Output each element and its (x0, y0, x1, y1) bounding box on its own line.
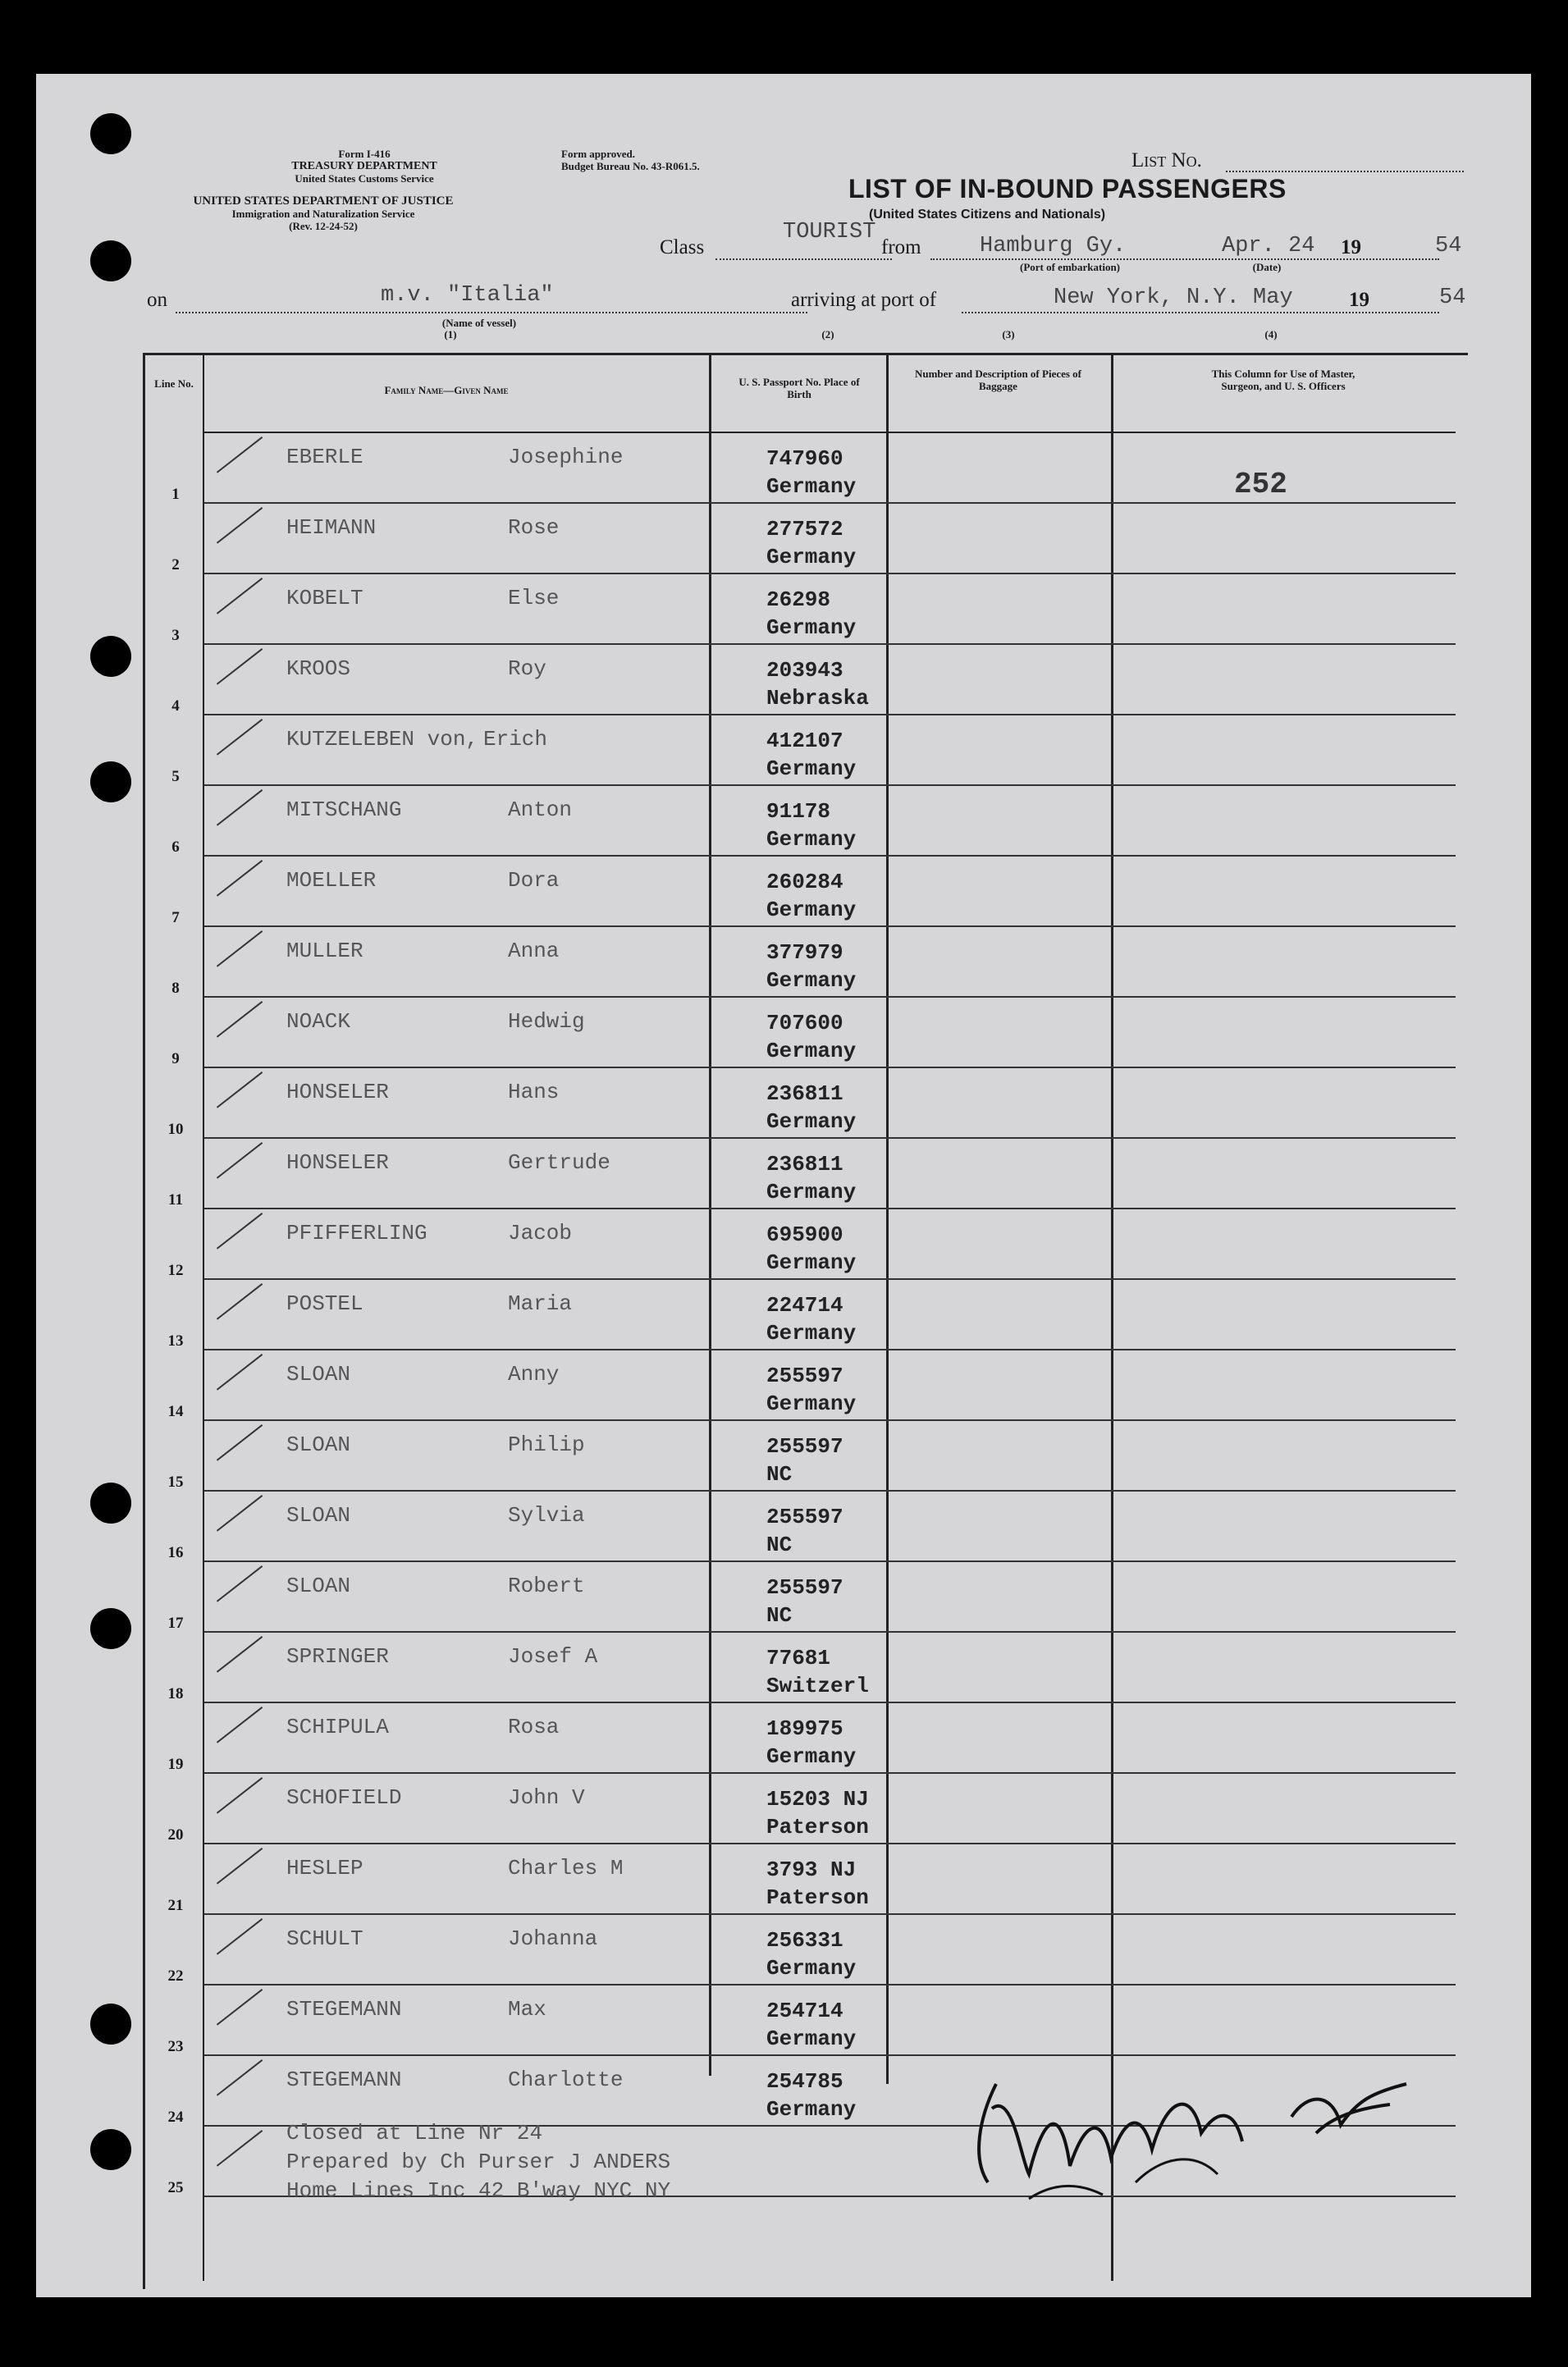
closed-at-line: Closed at Line Nr 24 (286, 2121, 543, 2145)
family-name: SCHOFIELD (286, 1785, 402, 1810)
given-name: Erich (483, 727, 548, 752)
form-number: Form I-416 (338, 148, 391, 160)
place-of-birth: Germany (766, 1250, 857, 1275)
line-number: 4 (171, 697, 180, 715)
check-mark (217, 1707, 263, 1743)
class-field (715, 258, 892, 260)
ins-service: Immigration and Naturalization Service (231, 208, 415, 220)
check-mark (217, 1565, 263, 1602)
check-mark (217, 507, 263, 544)
passport-number: 255597 (766, 1364, 843, 1388)
check-mark (217, 860, 263, 897)
check-mark (217, 719, 263, 756)
row-divider (204, 1984, 1456, 1985)
customs-service: United States Customs Service (295, 172, 434, 185)
given-name: Robert (508, 1574, 585, 1598)
place-of-birth: Germany (766, 1180, 857, 1204)
place-of-birth: NC (766, 1533, 793, 1557)
place-of-birth: Germany (766, 1321, 857, 1346)
line-number: 8 (171, 980, 180, 997)
department-of-justice: UNITED STATES DEPARTMENT OF JUSTICE (193, 194, 454, 208)
punch-hole (90, 636, 131, 677)
check-mark (217, 1283, 263, 1320)
check-mark (217, 1848, 263, 1885)
row-divider (204, 925, 1456, 927)
col-divider-line (203, 353, 204, 2281)
col-divider-baggage (1111, 353, 1113, 2281)
passport-number: 377979 (766, 940, 843, 965)
line-number: 20 (167, 1826, 184, 1844)
check-mark (217, 1636, 263, 1673)
passport-number: 3793 NJ (766, 1858, 857, 1882)
family-name: HONSELER (286, 1080, 389, 1104)
line-number: 14 (167, 1403, 184, 1420)
check-mark (217, 1424, 263, 1461)
line-number: 22 (167, 1967, 184, 1985)
place-of-birth: Germany (766, 898, 857, 922)
place-of-birth: Paterson (766, 1815, 869, 1839)
table-left-border (143, 353, 145, 2289)
punch-hole (90, 1483, 131, 1524)
row-divider (204, 1631, 1456, 1633)
page-subtitle: (United States Citizens and Nationals) (869, 208, 1106, 222)
row-divider (204, 714, 1456, 715)
given-name: Anna (508, 939, 560, 963)
given-name: Josephine (508, 445, 624, 469)
family-name: MITSCHANG (286, 797, 402, 822)
col-divider-name (709, 353, 711, 2076)
punch-hole (90, 1608, 131, 1649)
row-divider (204, 1349, 1456, 1350)
prepared-by: Prepared by Ch Purser J ANDERS (286, 2150, 671, 2174)
check-mark (217, 1001, 263, 1038)
line-number: 7 (171, 909, 180, 926)
row-divider (204, 1137, 1456, 1139)
given-name: Rosa (508, 1715, 560, 1739)
header-line-no: Line No. (154, 377, 194, 390)
class-label: Class (660, 236, 705, 258)
col-num-3: (3) (1002, 328, 1015, 340)
passport-number: 256331 (766, 1928, 843, 1953)
passport-number: 15203 NJ (766, 1787, 869, 1812)
row-divider (204, 1490, 1456, 1492)
passport-number: 695900 (766, 1222, 843, 1247)
given-name: Roy (508, 656, 546, 681)
embarkation-date: Apr. 24 (1222, 234, 1315, 258)
check-mark (217, 1495, 263, 1532)
date-caption: (Date) (1252, 261, 1282, 273)
given-name: Johanna (508, 1926, 598, 1951)
line-number: 21 (167, 1897, 184, 1914)
place-of-birth: Germany (766, 2097, 857, 2122)
family-name: SLOAN (286, 1433, 351, 1457)
company-address: Home Lines Inc 42 B'way NYC NY (286, 2178, 671, 2203)
passport-number: 189975 (766, 1716, 843, 1741)
family-name: KUTZELEBEN von, (286, 727, 479, 752)
check-mark (217, 1918, 263, 1955)
family-name: KROOS (286, 656, 351, 681)
given-name: Else (508, 586, 560, 610)
port-of-arrival: New York, N.Y. May (1054, 286, 1293, 310)
family-name: PFIFFERLING (286, 1221, 427, 1245)
given-name: Hans (508, 1080, 560, 1104)
place-of-birth: Germany (766, 2027, 857, 2051)
place-of-birth: Germany (766, 1039, 857, 1063)
given-name: Philip (508, 1433, 585, 1457)
place-of-birth: Germany (766, 615, 857, 640)
line-number: 16 (167, 1544, 184, 1561)
line-number: 13 (167, 1332, 184, 1350)
punch-hole (90, 113, 131, 154)
port-arrival-field (962, 312, 1439, 313)
given-name: Maria (508, 1291, 573, 1316)
given-name: Rose (508, 515, 560, 540)
revision-date: (Rev. 12-24-52) (289, 220, 358, 232)
arriving-label: arriving at port of (791, 289, 937, 311)
header-officers: This Column for Use of Master, Surgeon, and U. S. Officers (1211, 368, 1355, 392)
place-of-birth: Germany (766, 1744, 857, 1769)
line-number: 11 (168, 1191, 183, 1209)
family-name: POSTEL (286, 1291, 363, 1316)
row-divider (204, 1702, 1456, 1703)
line-number: 1 (171, 486, 180, 503)
line-number: 2 (171, 556, 180, 573)
row-divider (204, 1560, 1456, 1562)
on-label: on (147, 289, 167, 311)
passport-number: 260284 (766, 870, 843, 894)
line-number: 6 (171, 839, 180, 856)
family-name: STEGEMANN (286, 2068, 402, 2092)
place-of-birth: Germany (766, 756, 857, 781)
port-embark-field (930, 258, 1439, 260)
row-divider (204, 643, 1456, 645)
vessel-name: m.v. "Italia" (381, 283, 554, 308)
line-number: 12 (167, 1262, 184, 1279)
class-value: TOURIST (783, 220, 876, 244)
place-of-birth: Nebraska (766, 686, 869, 711)
document-page (36, 74, 1531, 2297)
form-approved: Form approved. (561, 148, 636, 160)
row-divider (204, 1419, 1456, 1421)
place-of-birth: Germany (766, 1956, 857, 1981)
check-mark (217, 1354, 263, 1391)
passport-number: 254714 (766, 1999, 843, 2023)
table-top-border (143, 353, 1468, 355)
line-number: 10 (167, 1121, 184, 1138)
line-number: 17 (167, 1615, 184, 1632)
line-number: 5 (171, 768, 180, 785)
punch-hole (90, 2129, 131, 2170)
passport-number: 707600 (766, 1011, 843, 1035)
given-name: Max (508, 1997, 546, 2022)
line-number: 23 (167, 2038, 184, 2055)
vessel-caption: (Name of vessel) (441, 317, 517, 329)
list-no-field (1226, 171, 1464, 172)
row-divider (204, 996, 1456, 998)
row-divider (204, 1278, 1456, 1280)
officer-signature (947, 2059, 1439, 2207)
family-name: HEIMANN (286, 515, 377, 540)
port-embark-caption: (Port of embarkation) (1019, 261, 1121, 273)
header-name: Family Name—Given Name (384, 384, 509, 396)
check-mark (217, 2130, 263, 2167)
family-name: SPRINGER (286, 1644, 389, 1669)
check-mark (217, 436, 263, 473)
place-of-birth: Germany (766, 545, 857, 569)
place-of-birth: Germany (766, 1109, 857, 1134)
punch-hole (90, 761, 131, 802)
family-name: SCHULT (286, 1926, 363, 1951)
row-divider (204, 573, 1456, 574)
passport-number: 277572 (766, 517, 843, 541)
passport-number: 236811 (766, 1152, 843, 1177)
check-mark (217, 1072, 263, 1108)
line-number: 25 (167, 2179, 184, 2196)
year-prefix: 19 (1341, 236, 1361, 258)
family-name: MULLER (286, 939, 363, 963)
passport-number: 255597 (766, 1434, 843, 1459)
check-mark (217, 1142, 263, 1179)
passport-number: 254785 (766, 2069, 843, 2094)
punch-hole (90, 240, 131, 281)
family-name: STEGEMANN (286, 1997, 402, 2022)
treasury-department: TREASURY DEPARTMENT (291, 160, 437, 172)
check-mark (217, 1989, 263, 2026)
check-mark (217, 2059, 263, 2096)
given-name: Gertrude (508, 1150, 610, 1175)
year-prefix-arrival: 19 (1349, 289, 1369, 311)
place-of-birth: Germany (766, 1391, 857, 1416)
header-baggage: Number and Description of Pieces of Baggage (914, 368, 1082, 392)
row-divider (204, 1772, 1456, 1774)
line-number: 18 (167, 1685, 184, 1702)
family-name: SLOAN (286, 1362, 351, 1387)
list-no-label: List No. (1131, 149, 1202, 171)
place-of-birth: Paterson (766, 1885, 869, 1910)
family-name: SCHIPULA (286, 1715, 389, 1739)
check-mark (217, 930, 263, 967)
col-num-4: (4) (1264, 328, 1278, 340)
family-name: KOBELT (286, 586, 363, 610)
passport-number: 224714 (766, 1293, 843, 1318)
passport-number: 255597 (766, 1575, 843, 1600)
place-of-birth: Germany (766, 968, 857, 993)
passport-number: 203943 (766, 658, 843, 683)
check-mark (217, 1777, 263, 1814)
vessel-field (176, 312, 807, 313)
family-name: HESLEP (286, 1856, 363, 1880)
line-number: 9 (171, 1050, 180, 1067)
col-divider-passport (886, 353, 889, 2084)
given-name: Anton (508, 797, 573, 822)
given-name: Charlotte (508, 2068, 624, 2092)
line-number: 19 (167, 1756, 184, 1773)
place-of-birth: NC (766, 1462, 793, 1487)
given-name: John V (508, 1785, 585, 1810)
family-name: MOELLER (286, 868, 377, 893)
family-name: NOACK (286, 1009, 351, 1034)
passport-number: 412107 (766, 729, 843, 753)
arrival-year: 54 (1439, 286, 1466, 310)
embarkation-year: 54 (1435, 234, 1462, 258)
given-name: Sylvia (508, 1503, 585, 1528)
passport-number: 236811 (766, 1081, 843, 1106)
from-label: from (881, 236, 921, 258)
officer-stamp-number: 252 (1234, 468, 1287, 501)
line-number: 24 (167, 2109, 184, 2126)
given-name: Dora (508, 868, 560, 893)
header-bottom-line (204, 432, 1456, 433)
col-num-2: (2) (821, 328, 834, 340)
family-name: EBERLE (286, 445, 363, 469)
place-of-birth: Switzerl (766, 1674, 869, 1698)
passport-number: 91178 (766, 799, 831, 824)
given-name: Anny (508, 1362, 560, 1387)
given-name: Josef A (508, 1644, 598, 1669)
row-divider (204, 1067, 1456, 1068)
check-mark (217, 1213, 263, 1250)
header-passport: U. S. Passport No. Place of Birth (738, 376, 860, 400)
place-of-birth: Germany (766, 827, 857, 852)
given-name: Jacob (508, 1221, 573, 1245)
check-mark (217, 648, 263, 685)
row-divider (204, 1913, 1456, 1915)
row-divider (204, 855, 1456, 857)
col-num-1: (1) (444, 328, 457, 340)
family-name: SLOAN (286, 1574, 351, 1598)
row-divider (204, 1843, 1456, 1844)
line-number: 15 (167, 1474, 184, 1491)
passport-number: 26298 (766, 587, 831, 612)
passport-number: 77681 (766, 1646, 831, 1670)
place-of-birth: Germany (766, 474, 857, 499)
passport-number: 747960 (766, 446, 843, 471)
given-name: Charles M (508, 1856, 624, 1880)
budget-bureau: Budget Bureau No. 43-R061.5. (561, 160, 700, 172)
port-of-embarkation: Hamburg Gy. (980, 234, 1127, 258)
punch-hole (90, 2004, 131, 2045)
row-divider (204, 1208, 1456, 1209)
check-mark (217, 789, 263, 826)
family-name: HONSELER (286, 1150, 389, 1175)
page-title: LIST OF IN-BOUND PASSENGERS (848, 174, 1287, 203)
given-name: Hedwig (508, 1009, 585, 1034)
place-of-birth: NC (766, 1603, 793, 1628)
row-divider (204, 502, 1456, 504)
check-mark (217, 578, 263, 615)
row-divider (204, 2054, 1456, 2056)
line-number: 3 (171, 627, 180, 644)
passport-number: 255597 (766, 1505, 843, 1529)
family-name: SLOAN (286, 1503, 351, 1528)
row-divider (204, 784, 1456, 786)
